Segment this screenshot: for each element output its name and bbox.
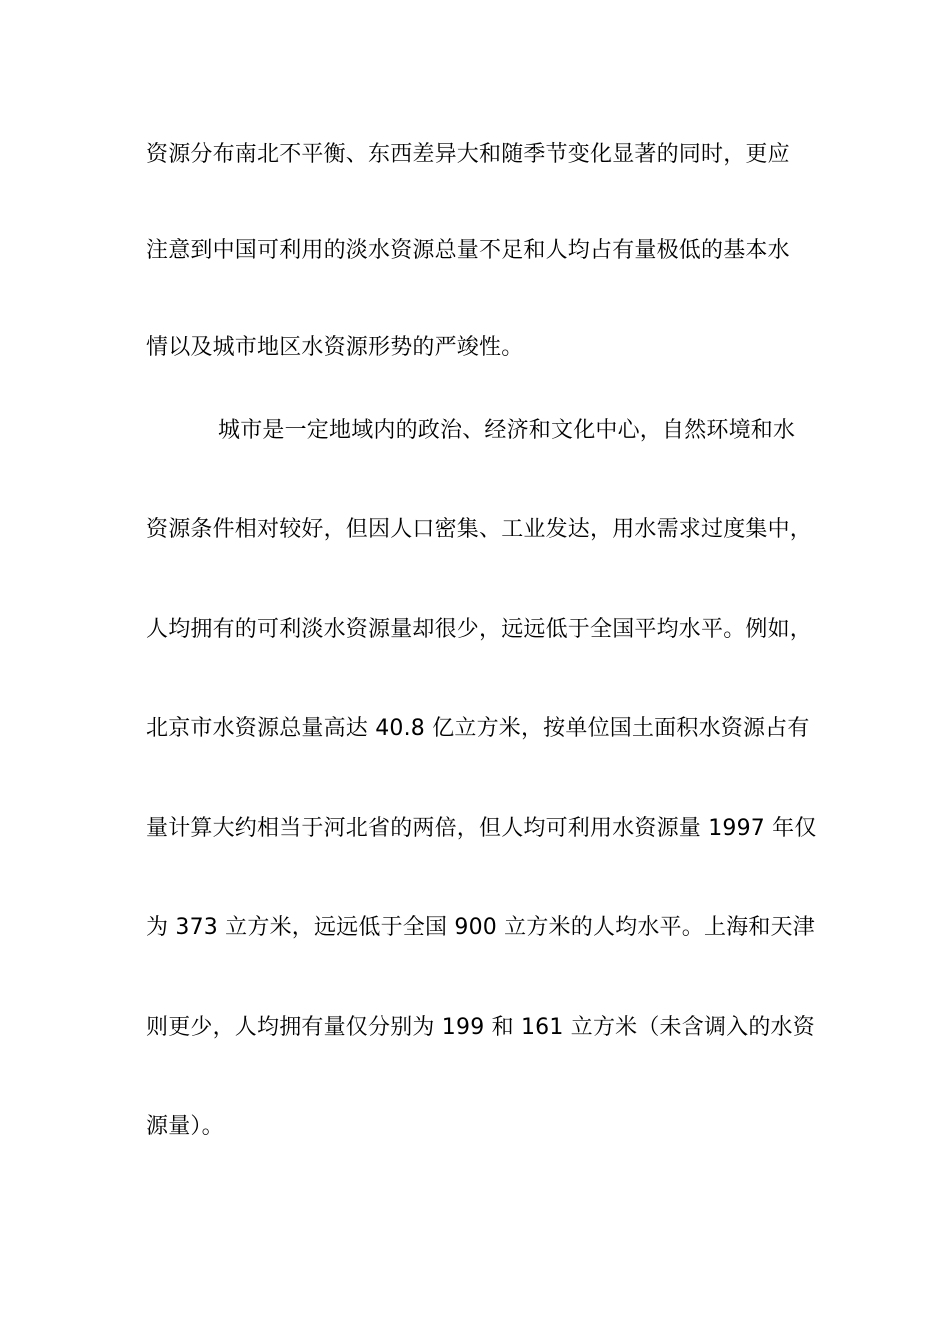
text-line: 资源条件相对较好，但因人口密集、工业发达，用水需求过度集中，: [146, 517, 813, 542]
text-line: 量计算大约相当于河北省的两倍，但人均可利用水资源量 1997 年仅: [146, 816, 817, 841]
text-line: 资源分布南北不平衡、东西差异大和随季节变化显著的同时，更应: [146, 142, 790, 167]
text-line: 情以及城市地区水资源形势的严竣性。: [146, 335, 524, 360]
text-line: 城市是一定地域内的政治、经济和文化中心，自然环境和水: [218, 418, 796, 443]
text-line: 为 373 立方米，远远低于全国 900 立方米的人均水平。上海和天津: [146, 915, 815, 940]
text-line: 人均拥有的可利淡水资源量却很少，远远低于全国平均水平。例如，: [146, 617, 813, 642]
text-line: 注意到中国可利用的淡水资源总量不足和人均占有量极低的基本水: [146, 238, 790, 263]
text-line: 源量）。: [146, 1114, 224, 1139]
text-line: 北京市水资源总量高达 40.8 亿立方米，按单位国土面积水资源占有: [146, 716, 810, 741]
text-line: 则更少，人均拥有量仅分别为 199 和 161 立方米（未含调入的水资: [146, 1015, 815, 1040]
